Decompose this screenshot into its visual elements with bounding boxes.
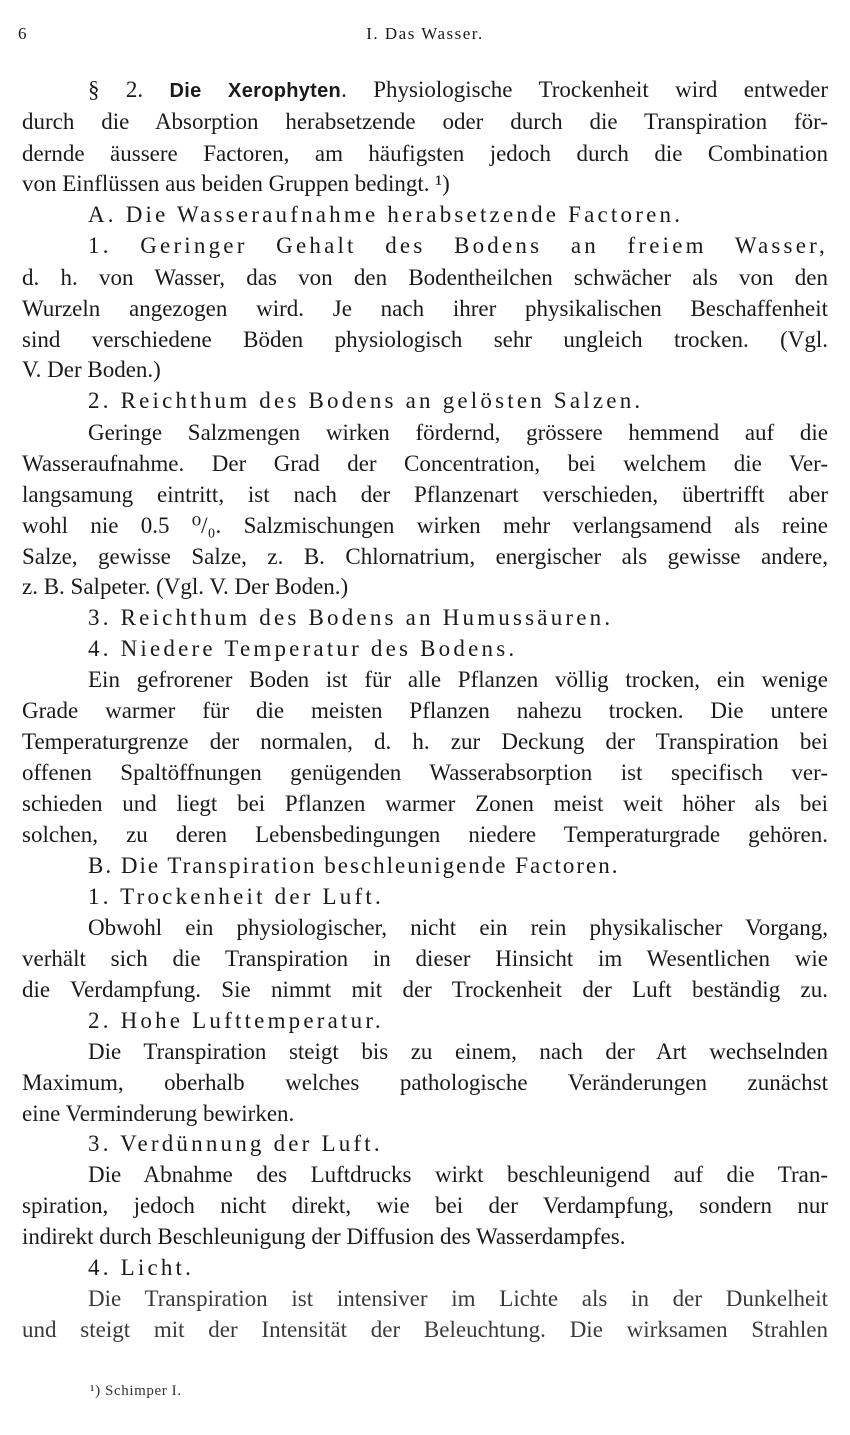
text-line: wohl nie 0.5 ⁰/₀. Salzmischungen wirken mehr verlangsamend als reine — [22, 513, 828, 538]
text-line: verhält sich die Transpiration in dieser Hinsicht im Wesentlichen wie — [22, 946, 828, 971]
subheading-b: B. Die Transpiration beschleunigende Factoren. — [88, 853, 620, 878]
text-line: Maximum, oberhalb welches pathologische Veränderungen zunächst — [22, 1070, 828, 1095]
text-line: Wasseraufnahme. Der Grad der Concentration, bei welchem die Ver- — [22, 451, 828, 476]
section-mark: § 2. — [88, 77, 170, 102]
text-line: und steigt mit der Intensität der Beleuchtung. Die wirksamen Strahlen — [22, 1317, 828, 1342]
footnote: ¹) Schimper I. — [90, 1383, 182, 1399]
text-line: sind verschiedene Böden physiologisch sehr ungleich trocken. (Vgl. — [22, 327, 828, 352]
subheading-a: A. Die Wasseraufnahme herabsetzende Factoren. — [88, 202, 684, 227]
text-line: Wurzeln angezogen wird. Je nach ihrer physikalischen Beschaffenheit — [22, 296, 828, 321]
item-heading: 2. Hohe Lufttemperatur. — [88, 1008, 384, 1033]
text-line: indirekt durch Beschleunigung der Diffusion des Wasserdampfes. — [22, 1224, 626, 1249]
text-line: die Verdampfung. Sie nimmt mit der Trockenheit der Luft beständig zu. — [22, 977, 828, 1002]
text-line: Die Abnahme des Luftdrucks wirkt beschleunigend auf die Tran- — [88, 1162, 828, 1187]
item-heading: 4. Niedere Temperatur des Bodens. — [88, 636, 518, 661]
running-head: I. Das Wasser. — [366, 24, 484, 43]
item-heading: 1. Trockenheit der Luft. — [88, 884, 384, 909]
text-line: Temperaturgrenze der normalen, d. h. zur Deckung der Transpiration bei — [22, 729, 828, 754]
text-line: dernde äussere Factoren, am häufigsten jedoch durch die Combination — [22, 141, 828, 166]
text-line: offenen Spaltöffnungen genügenden Wasserabsorption ist specifisch ver- — [22, 760, 828, 785]
item-heading: 3. Verdünnung der Luft. — [88, 1131, 383, 1156]
item-heading: 1. Geringer Gehalt des Bodens an freiem Wasser, — [88, 233, 828, 258]
item-heading: 2. Reichthum des Bodens an gelösten Salzen. — [88, 388, 644, 413]
item-heading: 3. Reichthum des Bodens an Humussäuren. — [88, 605, 614, 630]
text-line: von Einflüssen aus beiden Gruppen bedingt. ¹) — [22, 171, 450, 196]
text-line: Die Transpiration steigt bis zu einem, nach der Art wechselnden — [88, 1039, 828, 1064]
page-number: 6 — [18, 24, 27, 43]
text-line: Geringe Salzmengen wirken fördernd, grössere hemmend auf die — [88, 420, 828, 445]
text-line: spiration, jedoch nicht direkt, wie bei der Verdampfung, sondern nur — [22, 1193, 828, 1218]
text-line: Obwohl ein physiologischer, nicht ein rein physikalischer Vorgang, — [88, 915, 828, 940]
item-heading: 4. Licht. — [88, 1255, 195, 1280]
section-title: Die Xerophyten — [169, 80, 342, 102]
section-heading-line — [88, 74, 828, 105]
text-line: eine Verminderung bewirken. — [22, 1101, 295, 1126]
text-line: solchen, zu deren Lebensbedingungen niedere Temperaturgrade gehören. — [22, 822, 828, 847]
text-line: Grade warmer für die meisten Pflanzen nahezu trocken. Die untere — [22, 698, 828, 723]
text-line: Die Transpiration ist intensiver im Lichte als in der Dunkelheit — [88, 1286, 828, 1311]
text-line: schieden und liegt bei Pflanzen warmer Zonen meist weit höher als bei — [22, 791, 828, 816]
text-line: langsamung eintritt, ist nach der Pflanzenart verschieden, übertrifft aber — [22, 482, 828, 507]
text-line: durch die Absorption herabsetzende oder durch die Transpiration för- — [22, 109, 828, 134]
text-line: d. h. von Wasser, das von den Bodentheilchen schwächer als von den — [22, 265, 828, 290]
text-line: V. Der Boden.) — [22, 357, 161, 382]
text-line: z. B. Salpeter. (Vgl. V. Der Boden.) — [22, 574, 349, 599]
section-intro-text: . Physiologische Trockenheit wird entweder — [341, 77, 828, 102]
text-line: Ein gefrorener Boden ist für alle Pflanzen völlig trocken, ein wenige — [88, 667, 828, 692]
text-line: Salze, gewisse Salze, z. B. Chlornatrium, energischer als gewisse andere, — [22, 544, 828, 569]
